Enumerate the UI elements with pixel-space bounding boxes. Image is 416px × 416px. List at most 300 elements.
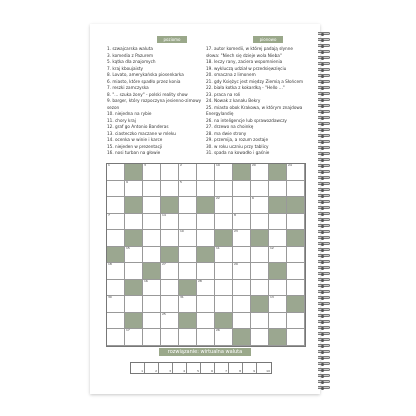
grid-cell[interactable]	[107, 296, 125, 313]
grid-cell[interactable]	[215, 263, 233, 280]
spiral-coil	[318, 50, 330, 53]
grid-cell[interactable]	[233, 247, 251, 264]
binding-hole	[321, 309, 324, 312]
solution-cell[interactable]	[257, 363, 271, 373]
grid-cell	[215, 230, 233, 247]
binding-hole	[321, 153, 324, 156]
grid-cell	[161, 197, 179, 214]
spiral-coil	[318, 386, 330, 389]
clue-item: 30. w roku uczniu przy tablicy	[206, 143, 269, 149]
grid-cell[interactable]	[269, 313, 287, 330]
solution-cell-number: 7	[225, 369, 227, 373]
clue-item: 8. Lovato, amerykańska piosenkarka	[107, 72, 184, 77]
grid-cell[interactable]	[161, 280, 179, 297]
binding-hole	[321, 339, 324, 342]
grid-cell	[251, 296, 269, 313]
spiral-coil	[318, 290, 330, 293]
grid-cell	[269, 197, 287, 214]
spiral-coil	[318, 188, 330, 191]
grid-cell[interactable]	[161, 164, 179, 181]
grid-cell[interactable]	[107, 214, 125, 231]
binding-hole	[321, 285, 324, 288]
grid-cell	[287, 197, 305, 214]
cell-number: 6	[252, 196, 254, 201]
grid-cell[interactable]	[233, 296, 251, 313]
binding-hole	[321, 111, 324, 114]
grid-cell[interactable]	[251, 164, 269, 181]
grid-cell[interactable]	[107, 329, 125, 346]
cell-number: 26	[216, 328, 220, 333]
grid-cell[interactable]	[107, 181, 125, 198]
grid-cell[interactable]	[179, 214, 197, 231]
cell-number: 7	[108, 212, 110, 217]
spiral-coil	[318, 212, 330, 215]
grid-cell[interactable]	[251, 280, 269, 297]
grid-cell[interactable]	[179, 329, 197, 346]
spiral-coil	[318, 236, 330, 239]
grid-cell[interactable]	[125, 296, 143, 313]
spiral-coil	[318, 266, 330, 269]
grid-cell[interactable]	[179, 263, 197, 280]
spiral-coil	[318, 140, 330, 143]
spiral-coil	[318, 194, 330, 197]
binding-hole	[321, 93, 324, 96]
binding-hole	[321, 147, 324, 150]
grid-cell[interactable]	[251, 329, 269, 346]
clue-item: 11. chory kraj	[107, 117, 136, 123]
binding-hole	[321, 363, 324, 366]
binding-hole	[321, 291, 324, 294]
grid-cell[interactable]	[251, 247, 269, 264]
grid-cell[interactable]	[287, 313, 305, 330]
spiral-coil	[318, 74, 330, 77]
cell-number: 31	[180, 295, 184, 300]
spiral-coil	[318, 248, 330, 251]
clue-item: 10. niejedna na rybie	[107, 111, 152, 116]
spiral-coil	[318, 230, 330, 233]
grid-cell	[269, 164, 287, 181]
grid-cell	[125, 313, 143, 330]
binding-hole	[321, 279, 324, 282]
grid-cell[interactable]	[179, 197, 197, 214]
grid-cell[interactable]	[233, 280, 251, 297]
solution-cell-number: 3	[169, 369, 171, 373]
grid-cell[interactable]	[143, 214, 161, 231]
binding-hole	[321, 213, 324, 216]
grid-cell[interactable]	[143, 247, 161, 264]
grid-cell[interactable]	[215, 181, 233, 198]
clue-item: 7. reszki zamczyska	[107, 85, 149, 90]
spiral-coil	[318, 68, 330, 71]
spiral-coil	[318, 146, 330, 149]
cell-number: 17	[126, 328, 130, 333]
grid-cell[interactable]	[233, 181, 251, 198]
clue-item: 29. przemija, a rozum zostaje	[206, 137, 269, 142]
grid-cell	[125, 197, 143, 214]
grid-cell[interactable]	[179, 164, 197, 181]
binding-hole	[321, 387, 324, 390]
grid-cell[interactable]	[215, 164, 233, 181]
solution-cell-number: 2	[155, 369, 157, 373]
cell-number: 22	[216, 196, 220, 201]
grid-cell[interactable]	[161, 296, 179, 313]
grid-cell[interactable]	[251, 263, 269, 280]
binding-hole	[321, 33, 324, 36]
cell-number: 24	[288, 163, 292, 167]
binding-hole	[321, 141, 324, 144]
clue-item: 5. kątka dla znajomych	[107, 59, 156, 64]
crossword-grid	[106, 163, 306, 347]
spiral-coil	[318, 308, 330, 311]
spiral-coil	[318, 170, 330, 173]
grid-cell[interactable]	[107, 263, 125, 280]
binding-hole	[321, 165, 324, 168]
grid-cell	[251, 230, 269, 247]
solution-cell[interactable]	[229, 363, 243, 373]
clue-item: 26. na inteligencje lub sprawozdawczy	[206, 117, 287, 123]
grid-cell[interactable]	[287, 263, 305, 280]
cell-number: 10	[180, 229, 184, 234]
binding-hole	[321, 315, 324, 318]
binding-hole	[321, 267, 324, 270]
grid-cell[interactable]	[215, 214, 233, 231]
grid-cell[interactable]	[197, 296, 215, 313]
grid-cell[interactable]	[143, 313, 161, 330]
spiral-coil	[318, 104, 330, 107]
solution-cell[interactable]	[173, 363, 187, 373]
grid-cell[interactable]	[287, 280, 305, 297]
solution-cell[interactable]	[131, 363, 145, 373]
spiral-coil	[318, 128, 330, 131]
cell-number: 20	[252, 163, 256, 167]
cell-number: 15	[126, 245, 130, 250]
grid-cell[interactable]	[143, 197, 161, 214]
solution-cell[interactable]	[215, 363, 229, 373]
clue-item: 16. nosi turban na głowie	[107, 150, 161, 155]
grid-cell	[269, 329, 287, 346]
grid-cell[interactable]	[161, 230, 179, 247]
solution-cell[interactable]	[159, 363, 173, 373]
grid-cell	[179, 280, 197, 297]
spiral-coil	[318, 344, 330, 347]
spiral-coil	[318, 260, 330, 263]
grid-cell	[143, 263, 161, 280]
grid-cell[interactable]	[107, 313, 125, 330]
grid-cell[interactable]	[179, 181, 197, 198]
spiral-coil	[318, 32, 330, 35]
grid-cell[interactable]	[233, 313, 251, 330]
binding-hole	[321, 129, 324, 132]
solution-cell[interactable]	[243, 363, 257, 373]
grid-cell	[125, 164, 143, 181]
binding-hole	[321, 123, 324, 126]
spiral-coil	[318, 176, 330, 179]
grid-cell[interactable]	[215, 197, 233, 214]
grid-cell[interactable]	[287, 329, 305, 346]
grid-cell[interactable]	[251, 313, 269, 330]
cell-number: 2	[180, 163, 182, 167]
binding-hole	[321, 69, 324, 72]
binding-hole	[321, 273, 324, 276]
clue-item: 15. niejeden w prezentacji	[107, 143, 163, 149]
spiral-coil	[318, 374, 330, 377]
spiral-coil	[318, 332, 330, 335]
grid-cell[interactable]	[161, 214, 179, 231]
binding-hole	[321, 117, 324, 120]
spiral-coil	[318, 224, 330, 227]
grid-cell	[287, 230, 305, 247]
grid-cell[interactable]	[107, 230, 125, 247]
spiral-coil	[318, 80, 330, 83]
spiral-coil	[318, 218, 330, 221]
grid-cell[interactable]	[179, 247, 197, 264]
spiral-coil	[318, 38, 330, 41]
spiral-coil	[318, 122, 330, 125]
solution-cell-number: 6	[211, 369, 213, 373]
cell-number: 28	[198, 278, 202, 283]
cell-number: 18	[108, 262, 112, 267]
binding-hole	[321, 99, 324, 102]
clue-item: 31. spada na kowadło i gaśnie	[206, 150, 270, 155]
binding-hole	[321, 183, 324, 186]
solution-cell-number: 1	[141, 369, 143, 373]
grid-cell[interactable]	[251, 214, 269, 231]
grid-cell[interactable]	[251, 197, 269, 214]
clue-item: 28. ma dwie strony	[206, 130, 247, 136]
cell-number: 25	[162, 311, 166, 316]
solution-cell[interactable]	[201, 363, 215, 373]
grid-cell[interactable]	[107, 197, 125, 214]
grid-cell[interactable]	[107, 164, 125, 181]
grid-cell	[233, 329, 251, 346]
grid-cell	[125, 230, 143, 247]
spiral-coil	[318, 314, 330, 317]
spiral-coil	[318, 356, 330, 359]
spiral-coil	[318, 326, 330, 329]
binding-hole	[321, 345, 324, 348]
grid-cell[interactable]	[197, 230, 215, 247]
grid-cell[interactable]	[215, 296, 233, 313]
grid-cell	[161, 247, 179, 264]
grid-cell[interactable]	[143, 181, 161, 198]
cell-number: 30	[108, 295, 112, 300]
spiral-coil	[318, 350, 330, 353]
grid-cell[interactable]	[161, 329, 179, 346]
spiral-coil	[318, 338, 330, 341]
clue-item: sezon	[107, 104, 120, 110]
grid-cell	[233, 164, 251, 181]
clue-item: 1. szwajcarska waluta	[107, 46, 153, 51]
spiral-coil	[318, 242, 330, 245]
grid-cell[interactable]	[179, 296, 197, 313]
grid-cell[interactable]	[143, 230, 161, 247]
cell-number: 19	[216, 163, 220, 167]
spiral-coil	[318, 116, 330, 119]
grid-cell[interactable]	[197, 164, 215, 181]
grid-cell	[269, 263, 287, 280]
grid-cell[interactable]	[215, 247, 233, 264]
cell-number: 14	[162, 212, 166, 217]
grid-cell[interactable]	[215, 280, 233, 297]
binding-hole	[321, 321, 324, 324]
grid-cell[interactable]	[269, 230, 287, 247]
spiral-coil	[318, 254, 330, 257]
binding-hole	[321, 327, 324, 330]
clue-item: 12. graf go Antonio Banderas	[107, 124, 169, 129]
grid-cell	[125, 280, 143, 297]
cell-number: 9	[126, 179, 128, 184]
binding-hole	[321, 357, 324, 360]
grid-cell	[197, 197, 215, 214]
clue-item: Energylandię	[206, 111, 234, 116]
grid-cell[interactable]	[197, 214, 215, 231]
grid-cell[interactable]	[125, 247, 143, 264]
grid-cell[interactable]	[125, 181, 143, 198]
spiral-coil	[318, 200, 330, 203]
spiral-coil	[318, 44, 330, 47]
spiral-coil	[318, 110, 330, 113]
grid-cell[interactable]	[161, 263, 179, 280]
clue-item: 20. smaczna z limonem	[206, 72, 256, 77]
clue-item: 9. barger, który rozpoczyna jesienno-zimowy	[107, 98, 202, 103]
cell-number: 16	[144, 278, 148, 283]
binding-hole	[321, 39, 324, 42]
solution-label: rozwiązanie: wirtualna waluta	[159, 348, 251, 356]
cell-number: 11	[216, 245, 220, 250]
binding-hole	[321, 219, 324, 222]
grid-cell	[287, 296, 305, 313]
grid-cell[interactable]	[197, 280, 215, 297]
grid-cell[interactable]	[197, 313, 215, 330]
solution-cell[interactable]	[145, 363, 159, 373]
binding-hole	[321, 255, 324, 258]
spiral-coil	[318, 296, 330, 299]
binding-hole	[321, 171, 324, 174]
grid-cell[interactable]	[269, 247, 287, 264]
solution-cell-number: 4	[183, 369, 185, 373]
spiral-coil	[318, 92, 330, 95]
grid-cell[interactable]	[215, 329, 233, 346]
grid-cell[interactable]	[143, 296, 161, 313]
grid-cell[interactable]	[269, 214, 287, 231]
binding-hole	[321, 177, 324, 180]
grid-cell[interactable]	[269, 181, 287, 198]
spiral-coil	[318, 164, 330, 167]
grid-cell[interactable]	[179, 230, 197, 247]
grid-cell[interactable]	[233, 263, 251, 280]
grid-cell[interactable]	[125, 214, 143, 231]
spiral-coil	[318, 206, 330, 209]
clue-item: 6. miasto, które spadło przez konia	[107, 78, 181, 84]
spiral-coil	[318, 380, 330, 383]
binding-hole	[321, 369, 324, 372]
cell-number: 8	[234, 212, 236, 217]
spiral-coil	[318, 86, 330, 89]
clue-item: 24. Nowak z kanału Bekry	[206, 98, 261, 103]
cell-number: 5	[180, 179, 182, 184]
grid-cell[interactable]	[287, 247, 305, 264]
grid-cell[interactable]	[251, 181, 269, 198]
binding-hole	[321, 243, 324, 246]
binding-hole	[321, 135, 324, 138]
grid-cell[interactable]	[161, 181, 179, 198]
grid-cell[interactable]	[197, 263, 215, 280]
spiral-coil	[318, 362, 330, 365]
binding-hole	[321, 225, 324, 228]
cell-number: 1	[108, 163, 110, 167]
binding-hole	[321, 351, 324, 354]
binding-hole	[321, 159, 324, 162]
grid-cell[interactable]	[287, 181, 305, 198]
grid-cell[interactable]	[161, 313, 179, 330]
grid-cell[interactable]	[125, 263, 143, 280]
grid-cell	[107, 247, 125, 264]
clue-item: 3. komedia z Pazurem	[107, 52, 154, 58]
spiral-coil	[318, 158, 330, 161]
grid-cell[interactable]	[233, 214, 251, 231]
grid-cell[interactable]	[269, 280, 287, 297]
clue-item: słowa: "Niech się dzieje wola Nieba"	[206, 52, 282, 58]
spiral-coil	[318, 152, 330, 155]
binding-hole	[321, 57, 324, 60]
spiral-coil	[318, 62, 330, 65]
binding-hole	[321, 297, 324, 300]
clue-item: 17. autor komedii, w której padają słynne	[206, 46, 293, 51]
spiral-coil	[318, 368, 330, 371]
cell-number: 27	[162, 262, 166, 267]
grid-cell[interactable]	[287, 214, 305, 231]
grid-cell[interactable]	[269, 296, 287, 313]
grid-cell[interactable]	[143, 280, 161, 297]
grid-cell[interactable]	[143, 329, 161, 346]
spiral-coil	[318, 134, 330, 137]
solution-cell-number: 5	[197, 369, 199, 373]
header-across: poziomo	[157, 36, 187, 43]
grid-cell[interactable]	[287, 164, 305, 181]
clues-across	[107, 46, 203, 157]
binding-hole	[321, 237, 324, 240]
clue-item: 25. miasto obok Krakowa, w którym znajdowa	[206, 104, 303, 110]
spiral-coil	[318, 278, 330, 281]
binding-hole	[321, 45, 324, 48]
grid-cell[interactable]	[143, 164, 161, 181]
spiral-coil	[318, 56, 330, 59]
grid-cell[interactable]	[107, 280, 125, 297]
grid-cell[interactable]	[197, 181, 215, 198]
grid-cell[interactable]	[233, 197, 251, 214]
solution-cell[interactable]	[187, 363, 201, 373]
grid-cell[interactable]	[125, 329, 143, 346]
spiral-coil	[318, 302, 330, 305]
grid-cell[interactable]	[233, 230, 251, 247]
clues-down	[206, 46, 302, 157]
binding-hole	[321, 207, 324, 210]
header-down: pionowo	[253, 36, 283, 43]
solution-cell-number: 9	[253, 369, 255, 373]
grid-cell[interactable]	[197, 329, 215, 346]
binding-hole	[321, 231, 324, 234]
cell-number: 29	[234, 262, 238, 267]
cell-number: 23	[234, 229, 238, 234]
binding-hole	[321, 105, 324, 108]
cell-number: 12	[270, 245, 274, 250]
spiral-coil	[318, 320, 330, 323]
clue-item: 13. ciasteczko maczane w mleku	[107, 130, 176, 136]
binding-hole	[321, 81, 324, 84]
binding-hole	[321, 75, 324, 78]
clue-item: 27. drzewo na choinkę	[206, 124, 254, 129]
solution-row	[130, 362, 272, 374]
